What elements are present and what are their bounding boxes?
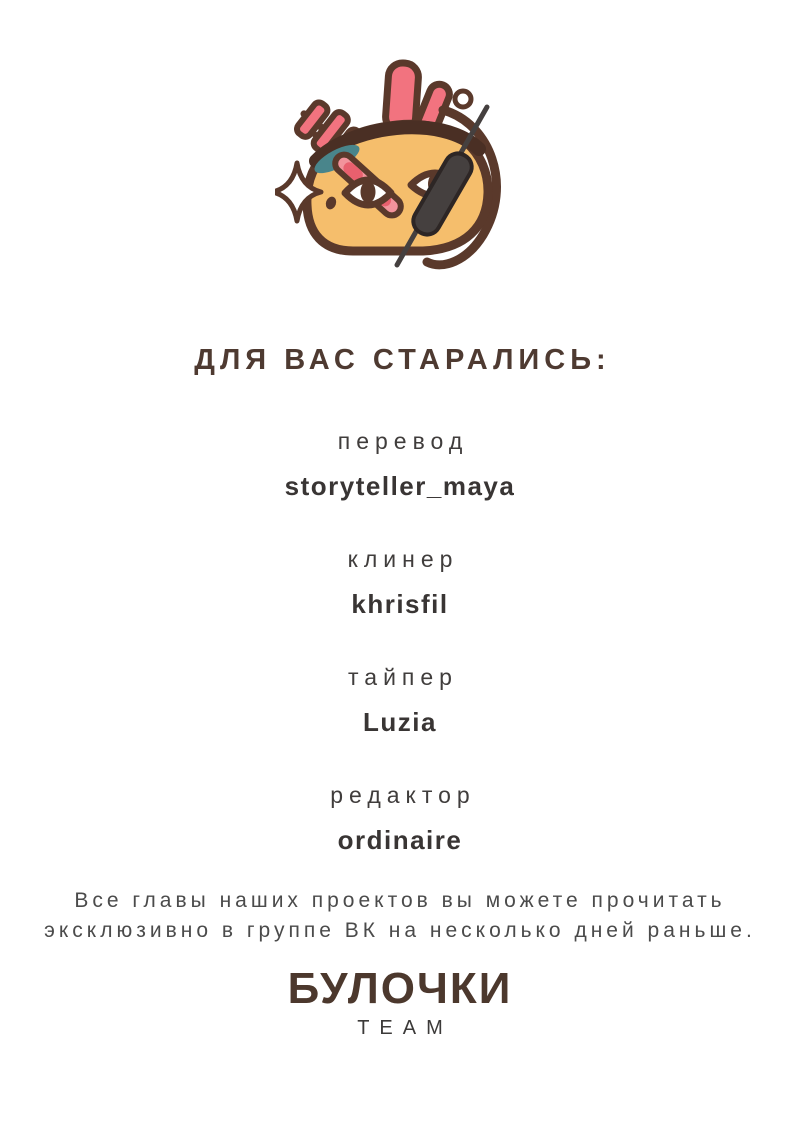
credit-translator: [285, 428, 516, 501]
vk-notice: [44, 886, 756, 946]
bun-mascot-illustration: [275, 55, 525, 270]
team-name: БУЛОЧКИ: [287, 964, 513, 1013]
team-label: TEAM: [357, 1017, 453, 1039]
credit-role-label: перевод: [337, 428, 469, 454]
credit-editor: [324, 782, 475, 855]
page-title: ДЛЯ ВАС СТАРАЛИСЬ:: [194, 344, 611, 376]
credit-role-label: редактор: [330, 782, 476, 808]
credit-person-name: khrisfil: [351, 589, 449, 619]
left-eye-icon: [345, 180, 391, 205]
credit-person-name: ordinaire: [337, 825, 463, 855]
credits-list: [285, 428, 516, 855]
credit-person-name: storyteller_maya: [284, 471, 516, 501]
vk-notice-line1: Все главы наших проектов вы можете прочитать: [74, 889, 726, 912]
vk-notice-line2: эксклюзивно в группе ВК на несколько дней раньше.: [44, 919, 756, 942]
credit-role-label: клинер: [347, 546, 459, 572]
credit-cleaner: [342, 546, 459, 619]
credit-person-name: Luzia: [363, 707, 437, 737]
mascot-container: [275, 55, 525, 270]
ring-icon: [455, 91, 471, 107]
credit-role-label: тайпер: [348, 664, 458, 690]
credit-typesetter: [342, 664, 458, 737]
